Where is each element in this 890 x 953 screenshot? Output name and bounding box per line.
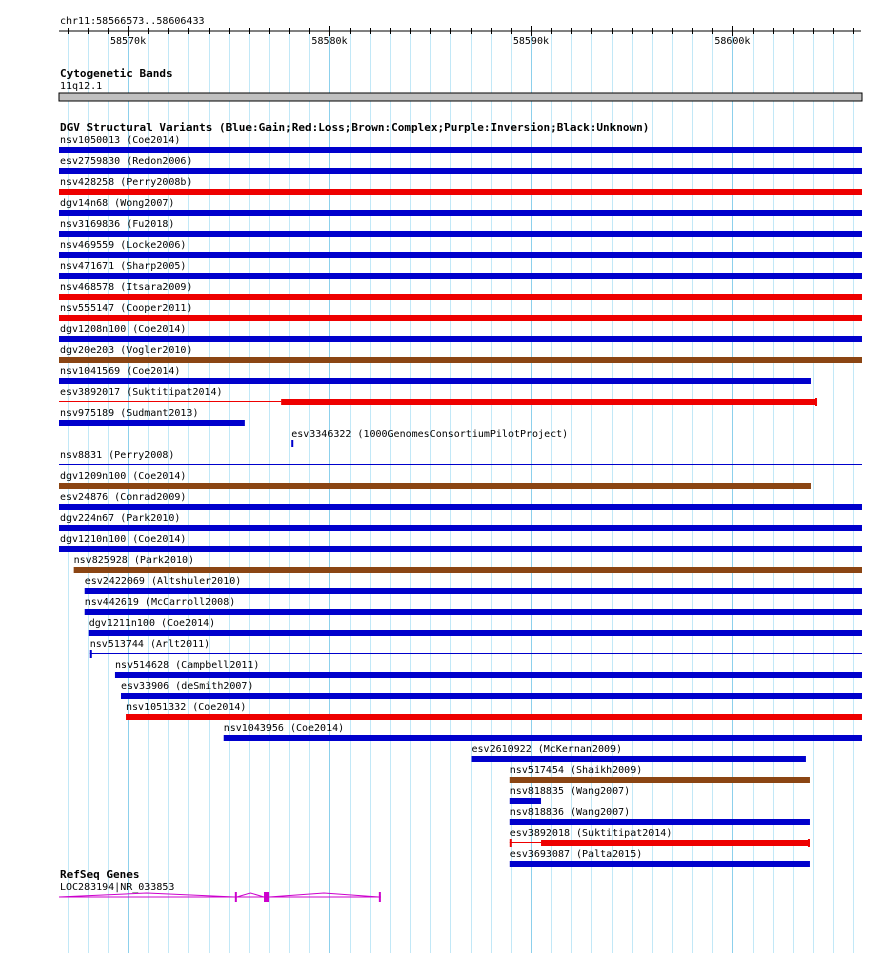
dgv-feature-thin-bar[interactable] <box>510 842 541 843</box>
dgv-feature-bar[interactable] <box>59 147 862 153</box>
dgv-feature-bar[interactable] <box>510 861 810 867</box>
dgv-feature[interactable] <box>510 765 810 783</box>
ruler-ticks <box>69 26 854 47</box>
dgv-feature-label: dgv1211n100 (Coe2014) <box>88 618 216 629</box>
dgv-feature[interactable] <box>59 135 862 153</box>
dgv-feature[interactable] <box>85 576 862 594</box>
refseq-gene-model[interactable] <box>59 892 381 902</box>
dgv-feature-bar[interactable] <box>59 420 245 426</box>
dgv-feature-label: esv3346322 (1000GenomesConsortiumPilotProject) <box>291 429 569 440</box>
dgv-feature[interactable] <box>59 177 862 195</box>
dgv-feature-label: nsv442619 (McCarroll2008) <box>84 597 236 608</box>
dgv-feature-label: nsv975189 (Sudmant2013) <box>60 408 199 419</box>
dgv-feature-label: nsv513744 (Arlt2011) <box>89 639 211 650</box>
dgv-feature-bar[interactable] <box>510 819 810 825</box>
cytoband-label: 11q12.1 <box>60 81 103 92</box>
dgv-feature-label: nsv3169836 (Fu2018) <box>60 219 175 230</box>
dgv-feature[interactable] <box>59 198 862 216</box>
dgv-feature[interactable] <box>89 618 862 636</box>
dgv-feature-label: esv2610922 (McKernan2009) <box>471 744 623 755</box>
dgv-feature[interactable] <box>59 450 862 465</box>
dgv-feature-bar[interactable] <box>59 504 862 510</box>
dgv-feature-label: esv33906 (deSmith2007) <box>120 681 254 692</box>
refseq-intron <box>59 893 235 897</box>
dgv-feature-bar[interactable] <box>59 294 862 300</box>
dgv-feature-label: nsv555147 (Cooper2011) <box>60 303 193 314</box>
dgv-feature-label: esv2759830 (Redon2006) <box>60 156 193 167</box>
dgv-feature-bar[interactable] <box>59 315 862 321</box>
dgv-feature-label: esv3693087 (Palta2015) <box>509 849 643 860</box>
refseq-gene-label: LOC283194|NR_033853 <box>60 882 175 893</box>
dgv-feature[interactable] <box>510 849 810 867</box>
cytoband-bar[interactable] <box>59 93 862 101</box>
dgv-feature[interactable] <box>74 555 862 573</box>
dgv-feature-label: nsv818835 (Wang2007) <box>509 786 631 797</box>
dgv-feature[interactable] <box>59 534 862 552</box>
dgv-feature-label: nsv1051332 (Coe2014) <box>126 702 247 713</box>
dgv-feature-bar[interactable] <box>59 357 862 363</box>
dgv-feature[interactable] <box>472 744 806 762</box>
dgv-feature-label: dgv1210n100 (Coe2014) <box>60 534 187 545</box>
dgv-feature-bar[interactable] <box>510 798 541 804</box>
dgv-feature[interactable] <box>224 723 862 741</box>
dgv-feature-thin-bar[interactable] <box>59 401 281 402</box>
dgv-feature-end-cap <box>808 839 810 847</box>
ruler <box>59 16 861 47</box>
dgv-feature[interactable] <box>59 345 862 363</box>
dgv-feature-label: nsv1050013 (Coe2014) <box>60 135 181 146</box>
dgv-feature-bar[interactable] <box>224 735 862 741</box>
dgv-feature-label: nsv469559 (Locke2006) <box>60 240 187 251</box>
dgv-feature[interactable] <box>510 807 810 825</box>
refseq-intron <box>237 893 264 897</box>
dgv-feature[interactable] <box>85 597 862 615</box>
dgv-features <box>59 135 862 867</box>
dgv-track-title: DGV Structural Variants (Blue:Gain;Red:Loss;Brown:Complex;Purple:Inversion;Black:Unknown) <box>60 121 650 134</box>
dgv-feature-label: nsv517454 (Shaikh2009) <box>509 765 643 776</box>
dgv-feature[interactable] <box>59 261 862 279</box>
cytoband-track-title: Cytogenetic Bands <box>60 67 173 80</box>
refseq-exon <box>235 892 237 902</box>
ruler-tick-label: 58590k <box>512 36 550 47</box>
dgv-feature-bar[interactable] <box>541 840 810 846</box>
dgv-feature-start-cap <box>90 650 92 658</box>
dgv-feature-label: nsv428258 (Perry2008b) <box>60 177 193 188</box>
dgv-feature-bar[interactable] <box>510 777 810 783</box>
dgv-feature-label: nsv514628 (Campbell2011) <box>114 660 260 671</box>
dgv-feature[interactable] <box>59 408 245 426</box>
dgv-feature-label: esv2422069 (Altshuler2010) <box>84 576 242 587</box>
dgv-feature-bar[interactable] <box>59 336 862 342</box>
dgv-feature-label: nsv1043956 (Coe2014) <box>223 723 345 734</box>
dgv-feature[interactable] <box>115 660 862 678</box>
refseq-track-title: RefSeq Genes <box>60 868 140 881</box>
refseq-intron <box>269 893 379 897</box>
dgv-feature-bar[interactable] <box>89 630 862 636</box>
cytoband-track <box>59 67 862 101</box>
dgv-feature-bar[interactable] <box>59 378 811 384</box>
dgv-feature-bar[interactable] <box>59 546 862 552</box>
dgv-feature-start-cap <box>510 839 512 847</box>
dgv-feature[interactable] <box>126 702 862 720</box>
dgv-feature[interactable] <box>59 387 817 406</box>
dgv-feature-end-cap <box>815 398 817 406</box>
dgv-track <box>59 121 862 867</box>
dgv-feature-label: nsv471671 (Sharp2005) <box>60 261 187 272</box>
dgv-feature-bar[interactable] <box>472 756 806 762</box>
dgv-feature[interactable] <box>59 324 862 342</box>
dgv-feature[interactable] <box>59 471 811 489</box>
ruler-tick-label: 58580k <box>311 36 348 47</box>
refseq-track <box>59 868 381 902</box>
dgv-feature[interactable] <box>59 492 862 510</box>
refseq-exon <box>264 892 269 902</box>
dgv-feature-label: dgv20e203 (Vogler2010) <box>60 345 193 356</box>
dgv-feature-bar[interactable] <box>59 252 862 258</box>
dgv-feature-label: esv3892017 (Suktitipat2014) <box>60 387 223 398</box>
dgv-feature[interactable] <box>59 156 862 174</box>
dgv-feature[interactable] <box>59 219 862 237</box>
dgv-feature-bar[interactable] <box>59 273 862 279</box>
dgv-feature[interactable] <box>90 639 862 658</box>
dgv-feature-bar[interactable] <box>74 567 862 573</box>
dgv-feature-bar[interactable] <box>115 672 862 678</box>
dgv-feature-bar[interactable] <box>59 189 862 195</box>
region-label: chr11:58566573..58606433 <box>60 16 205 27</box>
dgv-feature-label: dgv1209n100 (Coe2014) <box>60 471 187 482</box>
dgv-feature-label: dgv224n67 (Park2010) <box>60 513 181 524</box>
dgv-feature-bar[interactable] <box>85 588 862 594</box>
dgv-feature-label: esv3892018 (Suktitipat2014) <box>509 828 673 839</box>
dgv-feature[interactable] <box>291 429 568 447</box>
dgv-feature[interactable] <box>59 240 862 258</box>
dgv-feature[interactable] <box>59 303 862 321</box>
dgv-feature-label: dgv14n68 (Wong2007) <box>60 198 175 209</box>
refseq-exon <box>379 892 381 902</box>
dgv-feature-label: nsv468578 (Itsara2009) <box>60 282 193 293</box>
dgv-feature-bar[interactable] <box>291 440 293 447</box>
dgv-feature[interactable] <box>510 828 810 847</box>
dgv-feature[interactable] <box>59 366 811 384</box>
dgv-feature-label: nsv8831 (Perry2008) <box>60 450 175 461</box>
dgv-feature-label: nsv1041569 (Coe2014) <box>60 366 181 377</box>
dgv-feature-bar[interactable] <box>85 609 862 615</box>
dgv-feature-bar[interactable] <box>59 525 862 531</box>
ruler-tick-label: 58570k <box>109 36 147 47</box>
dgv-feature-label: nsv825928 (Park2010) <box>73 555 195 566</box>
dgv-feature-bar[interactable] <box>121 693 862 699</box>
dgv-feature-label: dgv1208n100 (Coe2014) <box>60 324 187 335</box>
dgv-feature-bar[interactable] <box>59 168 862 174</box>
dgv-feature-bar[interactable] <box>281 399 817 405</box>
ruler-tick-label: 58600k <box>714 36 751 47</box>
dgv-feature-label: esv24876 (Conrad2009) <box>60 492 187 503</box>
dgv-feature-label: nsv818836 (Wang2007) <box>509 807 631 818</box>
dgv-feature-bar[interactable] <box>59 483 811 489</box>
dgv-feature-bar[interactable] <box>126 714 862 720</box>
dgv-feature-bar[interactable] <box>59 210 862 216</box>
dgv-feature-bar[interactable] <box>90 653 862 654</box>
dgv-feature[interactable] <box>59 282 862 300</box>
dgv-feature-bar[interactable] <box>59 464 862 465</box>
dgv-feature-bar[interactable] <box>59 231 862 237</box>
dgv-feature[interactable] <box>59 513 862 531</box>
